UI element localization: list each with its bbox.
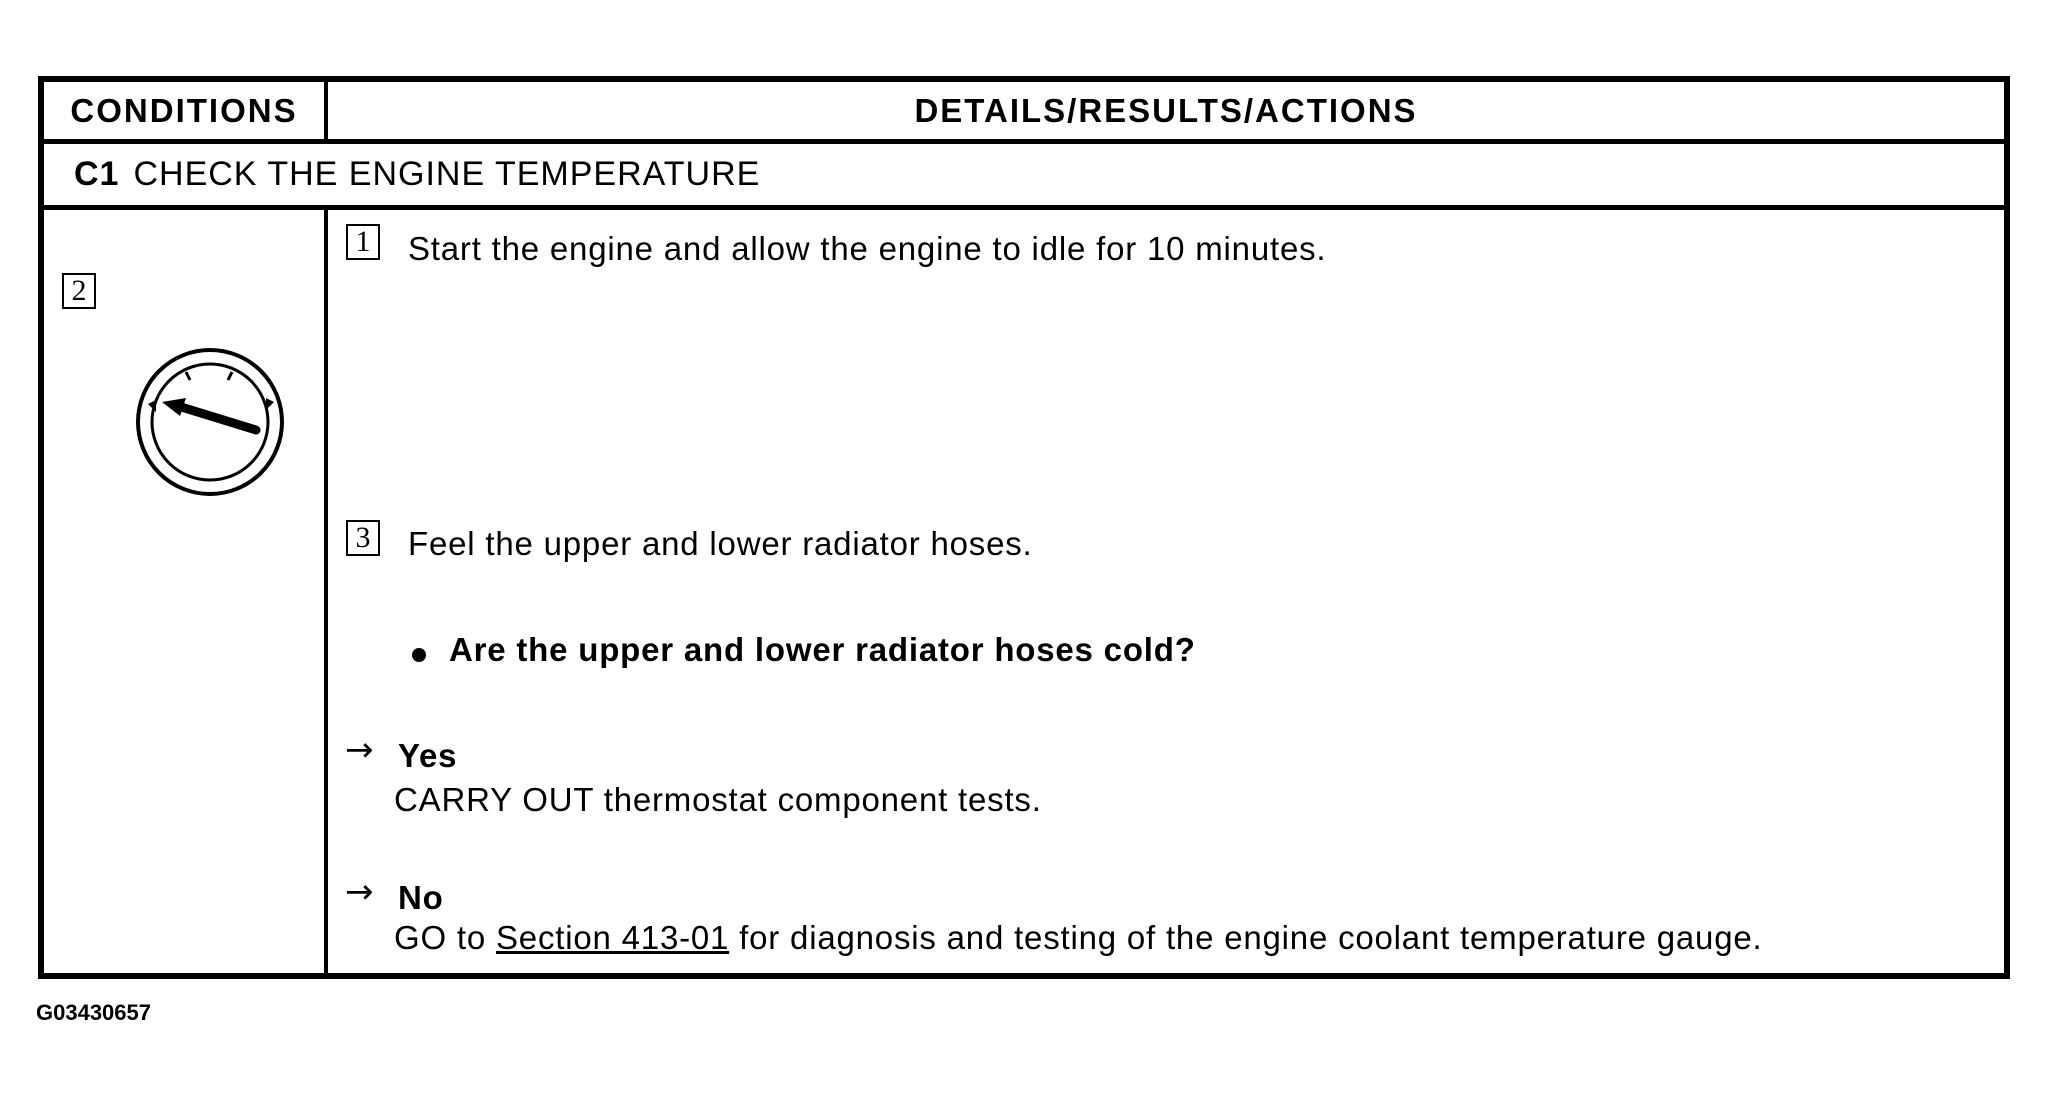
question-text: Are the upper and lower radiator hoses cold? [449, 631, 1196, 668]
step-number-box-2: 2 [62, 273, 96, 309]
yes-arrow-icon: → [345, 730, 374, 770]
no-arrow-icon: → [345, 872, 374, 912]
details-header: DETAILS/RESULTS/ACTIONS [914, 91, 1418, 129]
instruction-start-engine: Start the engine and allow the engine to idle for 10 minutes. [408, 230, 1327, 267]
yes-action: CARRY OUT thermostat component tests. [394, 781, 1042, 818]
conditions-cell [44, 210, 328, 973]
step-number-box-1: 1 [346, 224, 380, 260]
no-action [394, 919, 1762, 957]
step-code: C1 [74, 155, 120, 193]
yes-label: Yes [398, 737, 458, 774]
step-title-row [44, 144, 2004, 210]
figure-id: G03430657 [36, 1000, 151, 1025]
temperature-gauge-icon [134, 346, 286, 498]
no-action-prefix: GO to [394, 919, 487, 956]
no-action-suffix: for diagnosis and testing of the engine coolant temperature gauge. [739, 919, 1763, 956]
step-title: CHECK THE ENGINE TEMPERATURE [133, 155, 761, 193]
section-413-01-link[interactable]: Section 413-01 [496, 919, 730, 956]
step-number-box-3: 3 [346, 520, 380, 556]
no-label: No [398, 879, 444, 916]
question-bullet [412, 648, 426, 662]
details-cell [328, 210, 2004, 973]
table-header-row [44, 82, 2004, 144]
diagnostic-table [38, 76, 2010, 979]
instruction-feel-hoses: Feel the upper and lower radiator hoses. [408, 525, 1033, 562]
conditions-header: CONDITIONS [44, 82, 328, 139]
